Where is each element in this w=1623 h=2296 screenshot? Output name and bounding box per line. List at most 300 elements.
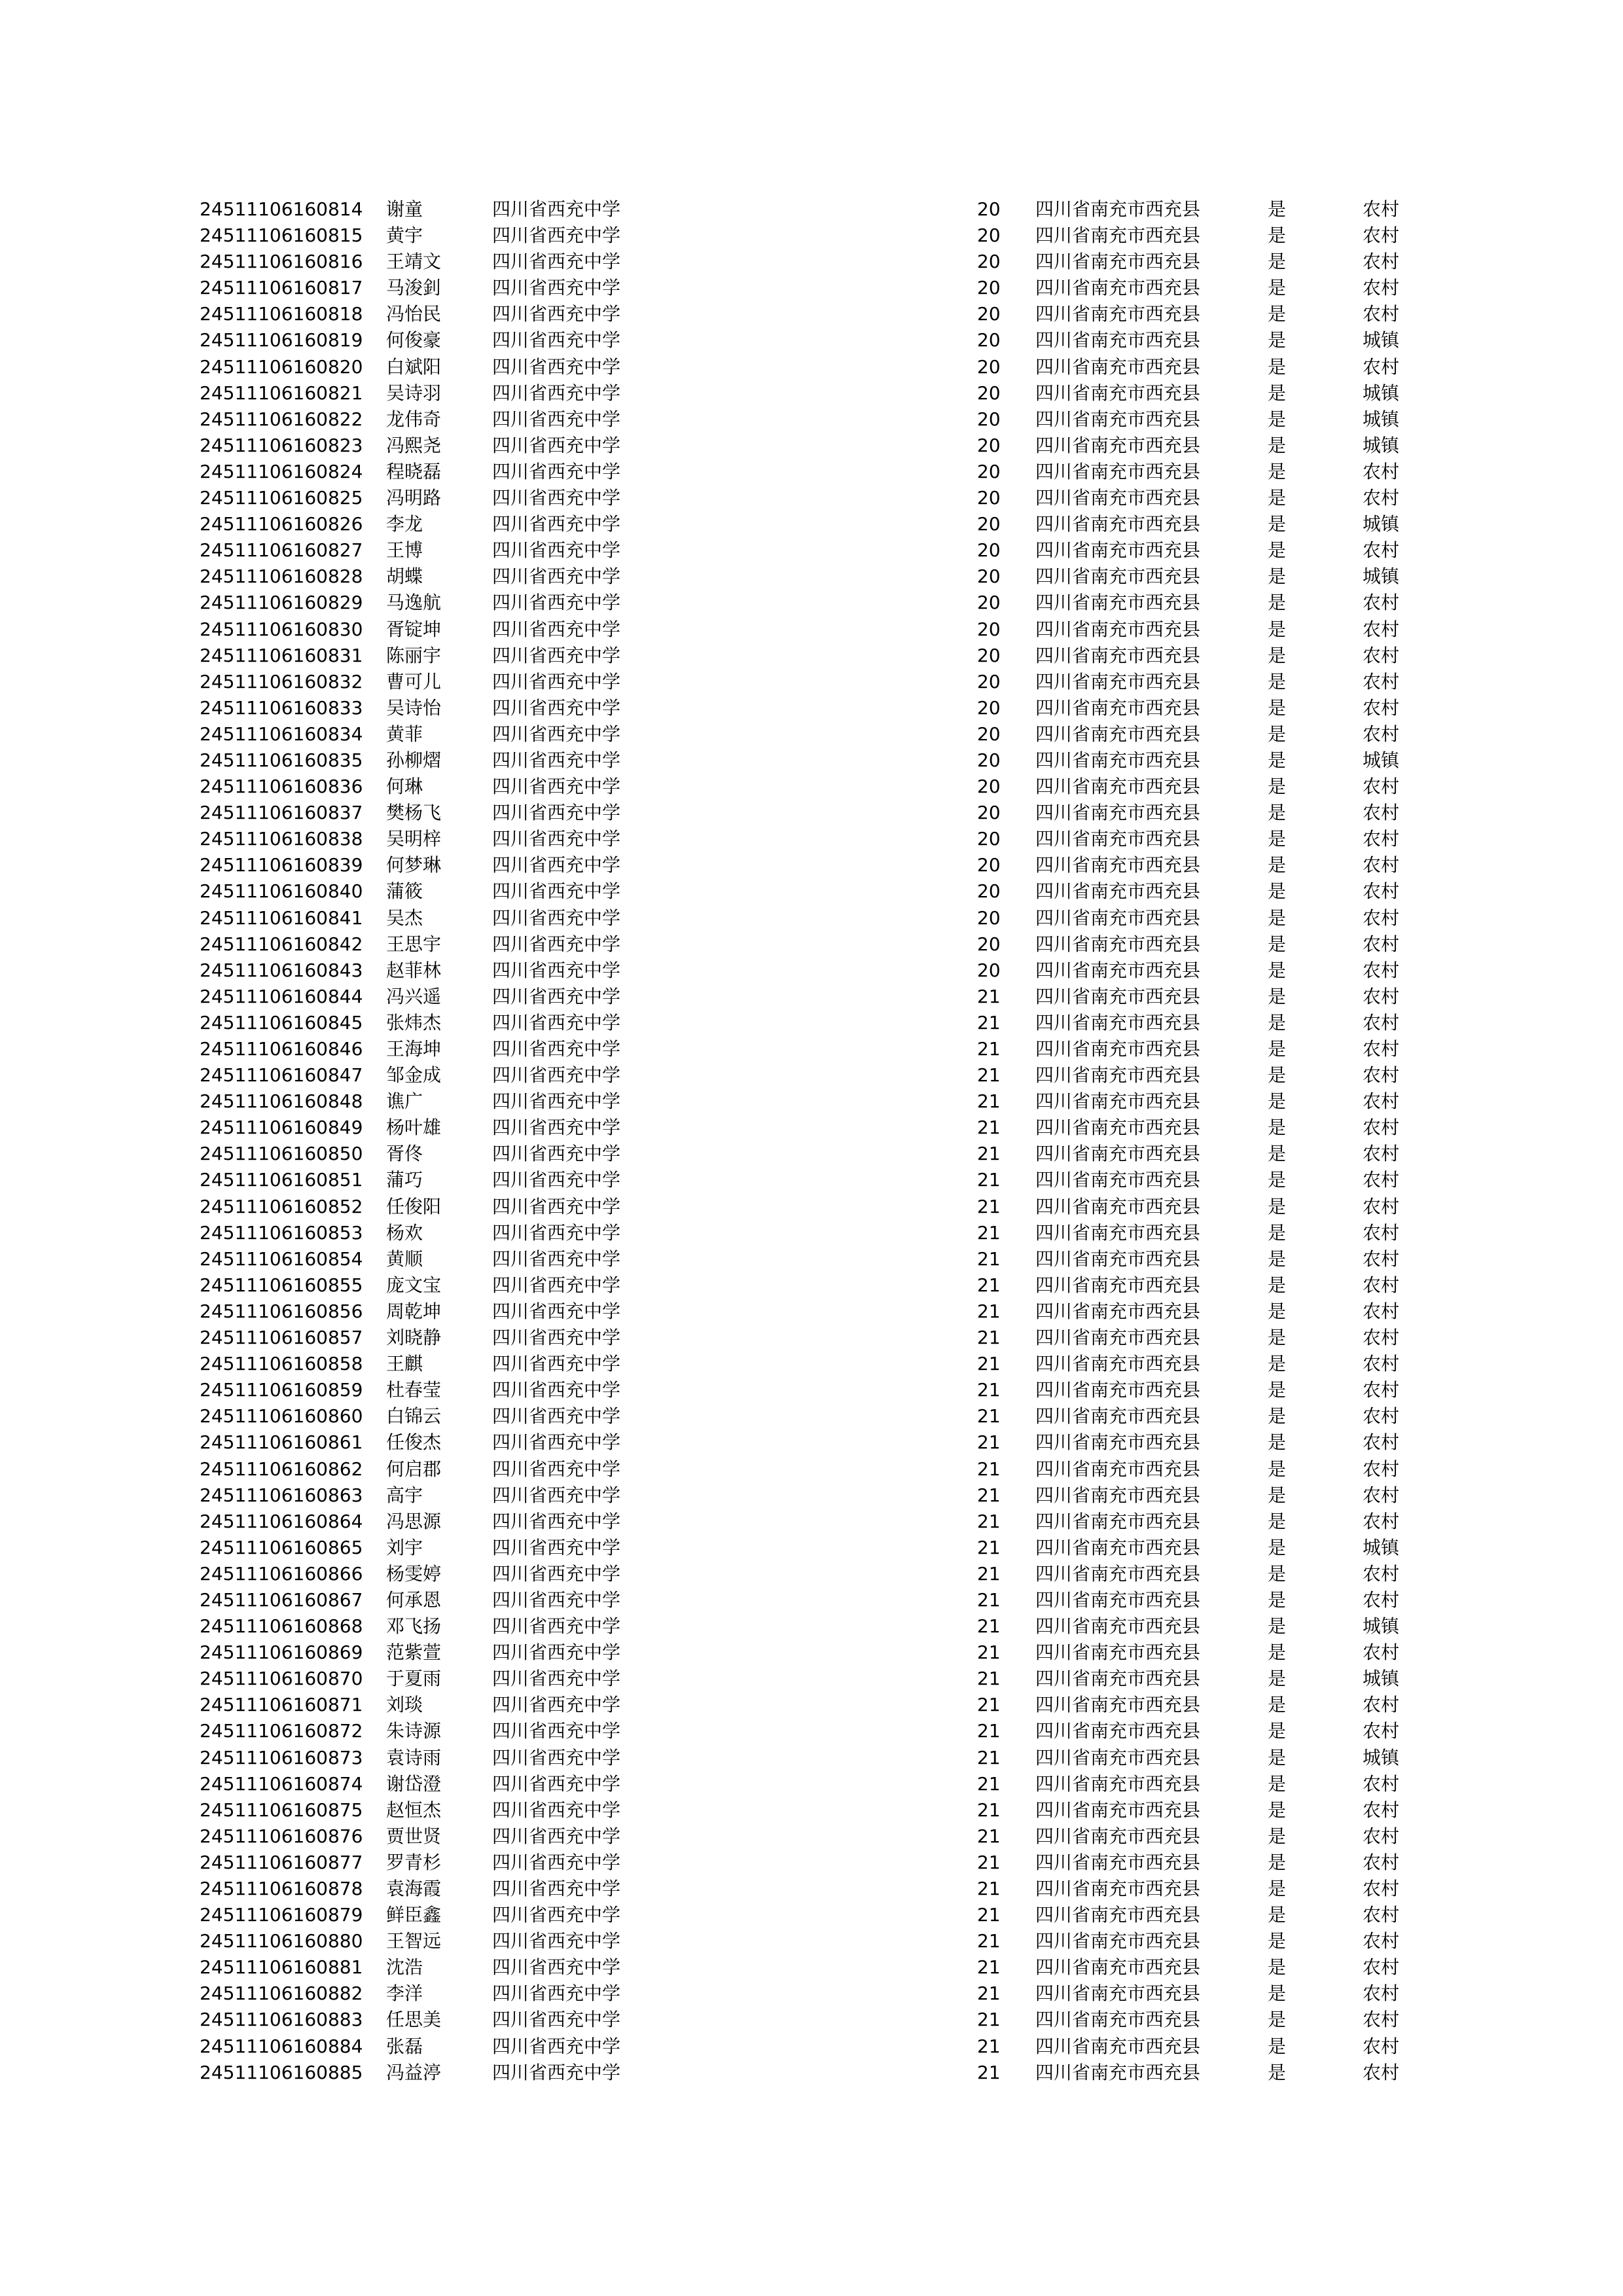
region-cell: 四川省南充市西充县 — [1035, 1143, 1201, 1165]
area-type-cell: 城镇 — [1363, 382, 1400, 404]
number-cell: 21 — [977, 1064, 1001, 1086]
number-cell: 21 — [977, 1274, 1001, 1296]
area-type-cell: 农村 — [1363, 776, 1400, 798]
school-cell: 四川省西充中学 — [492, 906, 621, 929]
area-type-cell: 农村 — [1363, 828, 1400, 850]
table-row — [196, 406, 1440, 433]
registration-number-cell: 24511106160870 — [200, 1668, 363, 1690]
student-name-cell: 马浚釗 — [386, 277, 442, 299]
registration-number-cell: 24511106160819 — [200, 329, 363, 351]
student-name-cell: 谢童 — [386, 198, 423, 220]
area-type-cell: 农村 — [1363, 1090, 1400, 1113]
region-cell: 四川省南充市西充县 — [1035, 1930, 1201, 1952]
table-row — [196, 196, 1440, 223]
school-cell: 四川省西充中学 — [492, 1641, 621, 1664]
flag-cell: 是 — [1268, 1195, 1287, 1217]
area-type-cell: 农村 — [1363, 644, 1400, 666]
table-row — [196, 1351, 1440, 1377]
school-cell: 四川省西充中学 — [492, 1982, 621, 2005]
student-name-cell: 王海坤 — [386, 1038, 442, 1060]
flag-cell: 是 — [1268, 1300, 1287, 1322]
registration-number-cell: 24511106160826 — [200, 513, 363, 535]
region-cell: 四川省南充市西充县 — [1035, 1379, 1201, 1401]
table-row — [196, 1246, 1440, 1272]
number-cell: 20 — [977, 277, 1001, 299]
registration-number-cell: 24511106160856 — [200, 1300, 363, 1322]
school-cell: 四川省西充中学 — [492, 1562, 621, 1585]
region-cell: 四川省南充市西充县 — [1035, 1117, 1201, 1139]
school-cell: 四川省西充中学 — [492, 1011, 621, 1033]
region-cell: 四川省南充市西充县 — [1035, 670, 1201, 692]
flag-cell: 是 — [1268, 1431, 1287, 1454]
registration-number-cell: 24511106160815 — [200, 224, 363, 247]
number-cell: 21 — [977, 1221, 1001, 1244]
school-cell: 四川省西充中学 — [492, 1431, 621, 1454]
area-type-cell: 农村 — [1363, 1641, 1400, 1664]
table-row — [196, 1718, 1440, 1744]
school-cell: 四川省西充中学 — [492, 1117, 621, 1139]
table-row — [196, 2007, 1440, 2033]
school-cell: 四川省西充中学 — [492, 1353, 621, 1375]
area-type-cell: 农村 — [1363, 1011, 1400, 1033]
region-cell: 四川省南充市西充县 — [1035, 565, 1201, 588]
number-cell: 20 — [977, 644, 1001, 666]
area-type-cell: 农村 — [1363, 1484, 1400, 1506]
school-cell: 四川省西充中学 — [492, 1588, 621, 1611]
area-type-cell: 农村 — [1363, 1930, 1400, 1952]
area-type-cell: 农村 — [1363, 1300, 1400, 1322]
school-cell: 四川省西充中学 — [492, 198, 621, 220]
student-name-cell: 刘琰 — [386, 1694, 423, 1716]
flag-cell: 是 — [1268, 1458, 1287, 1480]
school-cell: 四川省西充中学 — [492, 1090, 621, 1113]
table-row — [196, 905, 1440, 931]
table-row — [196, 669, 1440, 695]
student-name-cell: 黄顺 — [386, 1247, 423, 1270]
student-name-cell: 于夏雨 — [386, 1668, 442, 1690]
region-cell: 四川省南充市西充县 — [1035, 303, 1201, 325]
area-type-cell: 城镇 — [1363, 749, 1400, 771]
table-row — [196, 1010, 1440, 1036]
area-type-cell: 农村 — [1363, 880, 1400, 903]
school-cell: 四川省西充中学 — [492, 513, 621, 535]
school-cell: 四川省西充中学 — [492, 1746, 621, 1768]
school-cell: 四川省西充中学 — [492, 1536, 621, 1558]
registration-number-cell: 24511106160845 — [200, 1011, 363, 1033]
school-cell: 四川省西充中学 — [492, 1694, 621, 1716]
flag-cell: 是 — [1268, 1405, 1287, 1427]
region-cell: 四川省南充市西充县 — [1035, 1353, 1201, 1375]
registration-number-cell: 24511106160848 — [200, 1090, 363, 1113]
area-type-cell: 农村 — [1363, 2035, 1400, 2057]
flag-cell: 是 — [1268, 776, 1287, 798]
registration-number-cell: 24511106160820 — [200, 355, 363, 378]
table-row — [196, 327, 1440, 353]
area-type-cell: 农村 — [1363, 355, 1400, 378]
student-name-cell: 胥锭坤 — [386, 618, 442, 640]
number-cell: 20 — [977, 487, 1001, 509]
table-row — [196, 354, 1440, 380]
student-name-cell: 刘晓静 — [386, 1327, 442, 1349]
registration-number-cell: 24511106160861 — [200, 1431, 363, 1454]
table-row — [196, 590, 1440, 616]
registration-number-cell: 24511106160843 — [200, 959, 363, 981]
student-name-cell: 任俊阳 — [386, 1195, 442, 1217]
flag-cell: 是 — [1268, 1615, 1287, 1638]
registration-number-cell: 24511106160838 — [200, 828, 363, 850]
region-cell: 四川省南充市西充县 — [1035, 959, 1201, 981]
student-name-cell: 王靖文 — [386, 251, 442, 273]
area-type-cell: 农村 — [1363, 1878, 1400, 1899]
table-row — [196, 537, 1440, 564]
student-name-cell: 何启郡 — [386, 1458, 442, 1480]
region-cell: 四川省南充市西充县 — [1035, 198, 1201, 220]
area-type-cell: 农村 — [1363, 933, 1400, 955]
area-type-cell: 农村 — [1363, 1982, 1400, 2005]
table-row — [196, 1272, 1440, 1299]
area-type-cell: 农村 — [1363, 1431, 1400, 1454]
flag-cell: 是 — [1268, 1720, 1287, 1742]
table-row — [196, 380, 1440, 406]
number-cell: 20 — [977, 198, 1001, 220]
table-row — [196, 695, 1440, 721]
region-cell: 四川省南充市西充县 — [1035, 329, 1201, 351]
student-name-cell: 谯广 — [386, 1090, 423, 1113]
number-cell: 20 — [977, 539, 1001, 562]
number-cell: 21 — [977, 1300, 1001, 1322]
school-cell: 四川省西充中学 — [492, 592, 621, 614]
flag-cell: 是 — [1268, 1484, 1287, 1506]
registration-number-cell: 24511106160884 — [200, 2035, 363, 2057]
school-cell: 四川省西充中学 — [492, 1956, 621, 1979]
number-cell: 21 — [977, 1588, 1001, 1611]
number-cell: 20 — [977, 776, 1001, 798]
student-name-cell: 高宇 — [386, 1484, 423, 1506]
student-name-cell: 杨雯婷 — [386, 1562, 442, 1585]
student-name-cell: 马逸航 — [386, 592, 442, 614]
registration-number-cell: 24511106160844 — [200, 985, 363, 1007]
area-type-cell: 农村 — [1363, 1195, 1400, 1217]
school-cell: 四川省西充中学 — [492, 1379, 621, 1401]
area-type-cell: 农村 — [1363, 1327, 1400, 1349]
number-cell: 21 — [977, 2061, 1001, 2083]
flag-cell: 是 — [1268, 198, 1287, 220]
region-cell: 四川省南充市西充县 — [1035, 1405, 1201, 1427]
flag-cell: 是 — [1268, 277, 1287, 299]
number-cell: 21 — [977, 1327, 1001, 1349]
number-cell: 20 — [977, 802, 1001, 824]
flag-cell: 是 — [1268, 1982, 1287, 2005]
area-type-cell: 农村 — [1363, 1772, 1400, 1795]
registration-number-cell: 24511106160853 — [200, 1221, 363, 1244]
student-name-cell: 刘宇 — [386, 1536, 423, 1558]
region-cell: 四川省南充市西充县 — [1035, 1956, 1201, 1979]
number-cell: 21 — [977, 1694, 1001, 1716]
area-type-cell: 城镇 — [1363, 1615, 1400, 1638]
area-type-cell: 城镇 — [1363, 1536, 1400, 1558]
number-cell: 20 — [977, 355, 1001, 378]
region-cell: 四川省南充市西充县 — [1035, 277, 1201, 299]
number-cell: 21 — [977, 1878, 1001, 1899]
registration-number-cell: 24511106160825 — [200, 487, 363, 509]
number-cell: 21 — [977, 1431, 1001, 1454]
area-type-cell: 农村 — [1363, 2061, 1400, 2083]
table-row — [196, 1194, 1440, 1220]
table-row — [196, 1509, 1440, 1535]
registration-number-cell: 24511106160836 — [200, 776, 363, 798]
school-cell: 四川省西充中学 — [492, 828, 621, 850]
registration-number-cell: 24511106160851 — [200, 1169, 363, 1191]
number-cell: 21 — [977, 1904, 1001, 1926]
school-cell: 四川省西充中学 — [492, 1169, 621, 1191]
number-cell: 20 — [977, 565, 1001, 588]
table-row — [196, 1613, 1440, 1640]
table-row — [196, 301, 1440, 327]
flag-cell: 是 — [1268, 1169, 1287, 1191]
area-type-cell: 农村 — [1363, 303, 1400, 325]
registration-number-cell: 24511106160847 — [200, 1064, 363, 1086]
flag-cell: 是 — [1268, 644, 1287, 666]
school-cell: 四川省西充中学 — [492, 303, 621, 325]
flag-cell: 是 — [1268, 1772, 1287, 1795]
area-type-cell: 农村 — [1363, 1458, 1400, 1480]
school-cell: 四川省西充中学 — [492, 670, 621, 692]
number-cell: 21 — [977, 1772, 1001, 1795]
region-cell: 四川省南充市西充县 — [1035, 1772, 1201, 1795]
school-cell: 四川省西充中学 — [492, 329, 621, 351]
table-row — [196, 1823, 1440, 1850]
registration-number-cell: 24511106160829 — [200, 592, 363, 614]
region-cell: 四川省南充市西充县 — [1035, 644, 1201, 666]
flag-cell: 是 — [1268, 1064, 1287, 1086]
table-row — [196, 1902, 1440, 1928]
table-row — [196, 1587, 1440, 1613]
registration-number-cell: 24511106160837 — [200, 802, 363, 824]
student-name-cell: 冯思源 — [386, 1510, 442, 1532]
school-cell: 四川省西充中学 — [492, 985, 621, 1007]
area-type-cell: 农村 — [1363, 1825, 1400, 1847]
registration-number-cell: 24511106160846 — [200, 1038, 363, 1060]
region-cell: 四川省南充市西充县 — [1035, 1825, 1201, 1847]
region-cell: 四川省南充市西充县 — [1035, 1038, 1201, 1060]
student-name-cell: 李洋 — [386, 1982, 423, 2005]
student-name-cell: 邹金成 — [386, 1064, 442, 1086]
region-cell: 四川省南充市西充县 — [1035, 382, 1201, 404]
student-name-cell: 赵恒杰 — [386, 1799, 442, 1821]
school-cell: 四川省西充中学 — [492, 1930, 621, 1952]
table-row — [196, 1876, 1440, 1902]
student-name-cell: 何琳 — [386, 776, 423, 798]
student-name-cell: 杨欢 — [386, 1221, 423, 1244]
registration-number-cell: 24511106160835 — [200, 749, 363, 771]
flag-cell: 是 — [1268, 1090, 1287, 1113]
region-cell: 四川省南充市西充县 — [1035, 906, 1201, 929]
registration-number-cell: 24511106160832 — [200, 670, 363, 692]
school-cell: 四川省西充中学 — [492, 1772, 621, 1795]
area-type-cell: 城镇 — [1363, 1746, 1400, 1768]
table-row — [196, 643, 1440, 669]
registration-number-cell: 24511106160882 — [200, 1982, 363, 2005]
table-row — [196, 1797, 1440, 1823]
registration-number-cell: 24511106160862 — [200, 1458, 363, 1480]
flag-cell: 是 — [1268, 880, 1287, 903]
table-row — [196, 826, 1440, 852]
table-row — [196, 223, 1440, 249]
registration-number-cell: 24511106160867 — [200, 1588, 363, 1611]
flag-cell: 是 — [1268, 1327, 1287, 1349]
flag-cell: 是 — [1268, 1221, 1287, 1244]
student-name-cell: 沈浩 — [386, 1956, 423, 1979]
table-row — [196, 1482, 1440, 1509]
table-row — [196, 1088, 1440, 1115]
region-cell: 四川省南充市西充县 — [1035, 1982, 1201, 2005]
student-name-cell: 吴杰 — [386, 906, 423, 929]
school-cell: 四川省西充中学 — [492, 749, 621, 771]
region-cell: 四川省南充市西充县 — [1035, 460, 1201, 482]
student-name-cell: 陈丽宇 — [386, 644, 442, 666]
area-type-cell: 农村 — [1363, 696, 1400, 719]
table-row — [196, 1666, 1440, 1692]
school-cell: 四川省西充中学 — [492, 933, 621, 955]
table-row — [196, 1141, 1440, 1167]
school-cell: 四川省西充中学 — [492, 802, 621, 824]
area-type-cell: 农村 — [1363, 1064, 1400, 1086]
flag-cell: 是 — [1268, 1825, 1287, 1847]
flag-cell: 是 — [1268, 959, 1287, 981]
student-name-cell: 何梦琳 — [386, 854, 442, 876]
flag-cell: 是 — [1268, 670, 1287, 692]
region-cell: 四川省南充市西充县 — [1035, 1588, 1201, 1611]
registration-number-cell: 24511106160877 — [200, 1851, 363, 1873]
table-row — [196, 1561, 1440, 1587]
area-type-cell: 农村 — [1363, 487, 1400, 509]
area-type-cell: 农村 — [1363, 1956, 1400, 1979]
region-cell: 四川省南充市西充县 — [1035, 802, 1201, 824]
school-cell: 四川省西充中学 — [492, 382, 621, 404]
area-type-cell: 农村 — [1363, 1247, 1400, 1270]
table-row — [196, 1220, 1440, 1246]
flag-cell: 是 — [1268, 329, 1287, 351]
school-cell: 四川省西充中学 — [492, 1300, 621, 1322]
region-cell: 四川省南充市西充县 — [1035, 854, 1201, 876]
number-cell: 21 — [977, 1510, 1001, 1532]
area-type-cell: 农村 — [1363, 592, 1400, 614]
school-cell: 四川省西充中学 — [492, 1221, 621, 1244]
number-cell: 21 — [977, 1562, 1001, 1585]
table-row — [196, 1403, 1440, 1429]
student-name-cell: 范紫萱 — [386, 1641, 442, 1664]
flag-cell: 是 — [1268, 251, 1287, 273]
registration-number-cell: 24511106160839 — [200, 854, 363, 876]
flag-cell: 是 — [1268, 1247, 1287, 1270]
school-cell: 四川省西充中学 — [492, 2061, 621, 2083]
flag-cell: 是 — [1268, 1851, 1287, 1873]
number-cell: 21 — [977, 1195, 1001, 1217]
student-name-cell: 胥佟 — [386, 1143, 423, 1165]
area-type-cell: 农村 — [1363, 1510, 1400, 1532]
number-cell: 20 — [977, 906, 1001, 929]
flag-cell: 是 — [1268, 854, 1287, 876]
school-cell: 四川省西充中学 — [492, 408, 621, 430]
table-row — [196, 1954, 1440, 1981]
student-name-cell: 何承恩 — [386, 1588, 442, 1611]
region-cell: 四川省南充市西充县 — [1035, 1641, 1201, 1664]
region-cell: 四川省南充市西充县 — [1035, 1510, 1201, 1532]
table-row — [196, 433, 1440, 459]
data-table — [196, 196, 1440, 2086]
school-cell: 四川省西充中学 — [492, 434, 621, 456]
region-cell: 四川省南充市西充县 — [1035, 2035, 1201, 2057]
region-cell: 四川省南充市西充县 — [1035, 1221, 1201, 1244]
number-cell: 21 — [977, 1536, 1001, 1558]
registration-number-cell: 24511106160840 — [200, 880, 363, 903]
number-cell: 20 — [977, 670, 1001, 692]
school-cell: 四川省西充中学 — [492, 1668, 621, 1690]
flag-cell: 是 — [1268, 2035, 1287, 2057]
region-cell: 四川省南充市西充县 — [1035, 1851, 1201, 1873]
area-type-cell: 农村 — [1363, 959, 1400, 981]
flag-cell: 是 — [1268, 1641, 1287, 1664]
student-name-cell: 冯益渟 — [386, 2061, 442, 2083]
area-type-cell: 农村 — [1363, 1851, 1400, 1873]
registration-number-cell: 24511106160849 — [200, 1117, 363, 1139]
region-cell: 四川省南充市西充县 — [1035, 1274, 1201, 1296]
region-cell: 四川省南充市西充县 — [1035, 618, 1201, 640]
flag-cell: 是 — [1268, 355, 1287, 378]
school-cell: 四川省西充中学 — [492, 1247, 621, 1270]
school-cell: 四川省西充中学 — [492, 251, 621, 273]
region-cell: 四川省南充市西充县 — [1035, 1247, 1201, 1270]
registration-number-cell: 24511106160834 — [200, 723, 363, 745]
number-cell: 21 — [977, 1117, 1001, 1139]
school-cell: 四川省西充中学 — [492, 1274, 621, 1296]
registration-number-cell: 24511106160817 — [200, 277, 363, 299]
number-cell: 20 — [977, 723, 1001, 745]
number-cell: 20 — [977, 880, 1001, 903]
flag-cell: 是 — [1268, 1536, 1287, 1558]
area-type-cell: 农村 — [1363, 1694, 1400, 1716]
registration-number-cell: 24511106160842 — [200, 933, 363, 955]
registration-number-cell: 24511106160880 — [200, 1930, 363, 1952]
registration-number-cell: 24511106160828 — [200, 565, 363, 588]
flag-cell: 是 — [1268, 1956, 1287, 1979]
student-name-cell: 张炜杰 — [386, 1011, 442, 1033]
flag-cell: 是 — [1268, 1562, 1287, 1585]
school-cell: 四川省西充中学 — [492, 460, 621, 482]
region-cell: 四川省南充市西充县 — [1035, 2061, 1201, 2083]
registration-number-cell: 24511106160866 — [200, 1562, 363, 1585]
student-name-cell: 白斌阳 — [386, 355, 442, 378]
area-type-cell: 城镇 — [1363, 434, 1400, 456]
area-type-cell: 农村 — [1363, 1221, 1400, 1244]
student-name-cell: 王麒 — [386, 1353, 423, 1375]
region-cell: 四川省南充市西充县 — [1035, 1327, 1201, 1349]
number-cell: 21 — [977, 1011, 1001, 1033]
school-cell: 四川省西充中学 — [492, 487, 621, 509]
area-type-cell: 城镇 — [1363, 513, 1400, 535]
registration-number-cell: 24511106160878 — [200, 1878, 363, 1899]
number-cell: 20 — [977, 933, 1001, 955]
flag-cell: 是 — [1268, 906, 1287, 929]
flag-cell: 是 — [1268, 1746, 1287, 1768]
flag-cell: 是 — [1268, 749, 1287, 771]
number-cell: 21 — [977, 1615, 1001, 1638]
student-name-cell: 王博 — [386, 539, 423, 562]
area-type-cell: 农村 — [1363, 1143, 1400, 1165]
number-cell: 21 — [977, 1143, 1001, 1165]
region-cell: 四川省南充市西充县 — [1035, 408, 1201, 430]
registration-number-cell: 24511106160860 — [200, 1405, 363, 1427]
